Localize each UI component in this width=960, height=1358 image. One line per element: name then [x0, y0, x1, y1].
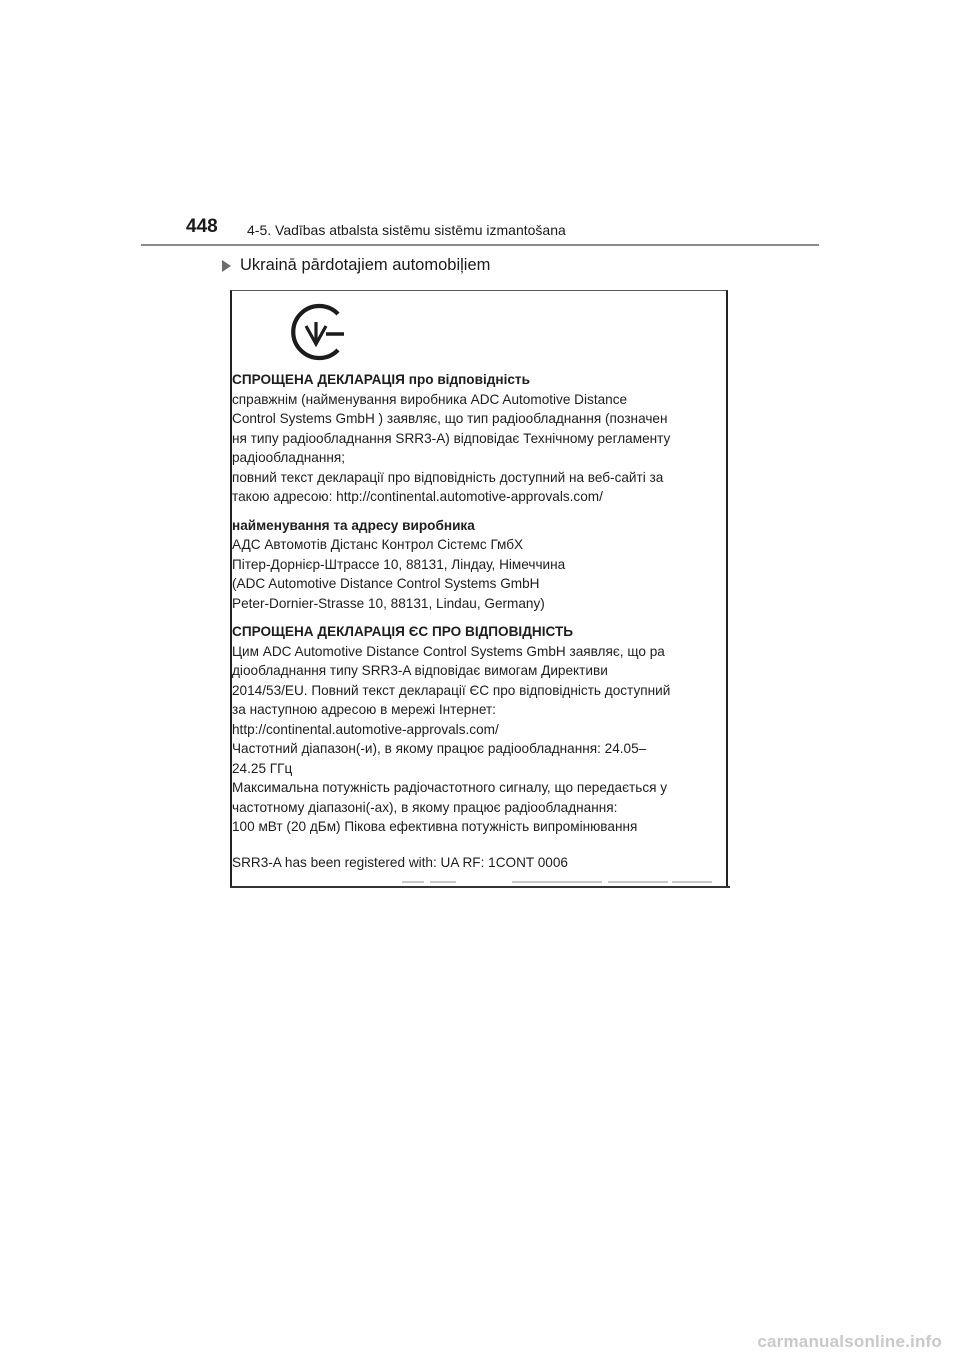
text-line: (ADC Automotive Distance Control Systems GmbH: [232, 576, 540, 591]
text-line: 24.25 ГГц: [232, 760, 293, 776]
text-line: Пітер-Дорнієр-Штрассе 10, 88131, Ліндау, Німеччина: [232, 556, 566, 572]
text-line: 2014/53/EU. Повний текст декларації ЄС про відповідність доступний: [232, 682, 671, 698]
text-line: діообладнання типу SRR3-A відповідає вимогам Директиви: [232, 663, 608, 678]
text-line: Частотний діапазон(-и), в якому працює радіообладнання: 24.05–: [232, 741, 647, 756]
text-line: 100 мВт (20 дБм) Пікова ефективна потужність випромінювання: [232, 819, 638, 834]
text-line: ня типу радіообладнання SRR3-A) відповідає Технічному регламенту: [232, 430, 671, 446]
text-line: радіообладнання;: [232, 450, 346, 465]
text-line: Максимальна потужність радіочастотного сигналу, що передається у: [232, 780, 668, 795]
text-line: повний текст декларації про відповідність доступний на веб-сайті за: [232, 469, 664, 485]
declaration-label-bottom-edge: [230, 886, 730, 888]
text-line: за наступною адресою в мережі Інтернет:: [232, 702, 496, 717]
section1-title: СПРОЩЕНА ДЕКЛАРАЦІЯ про відповідність: [232, 372, 530, 387]
declaration-text: [232, 370, 726, 872]
text-line: http://continental.automotive-approvals.com/: [232, 721, 499, 737]
section-title: 4-5. Vadības atbalsta sistēmu sistēmu izmantošana: [247, 222, 566, 238]
section2-title: найменування та адресу виробника: [232, 517, 475, 533]
triangle-right-icon: [222, 260, 231, 272]
page-number: 448: [186, 216, 218, 237]
scan-artifacts: [0, 880, 960, 884]
text-line: справжнім (найменування виробника ADC Automotive Distance: [232, 391, 628, 407]
registration-line: SRR3-A has been registered with: UA RF: 1CONT 0006: [232, 854, 568, 870]
watermark: carmanualsonline.info: [757, 1332, 942, 1351]
text-line: АДС Автомотів Дістанс Контрол Сістемс ГмбХ: [232, 537, 524, 552]
subheading: [222, 256, 490, 275]
section3-title: СПРОЩЕНА ДЕКЛАРАЦІЯ ЄС ПРО ВІДПОВІДНІСТЬ: [232, 624, 574, 639]
text-line: Цим ADC Automotive Distance Control Systems GmbH заявляє, що ра: [232, 643, 665, 659]
text-line: Peter-Dornier-Strasse 10, 88131, Lindau, Germany): [232, 595, 545, 611]
subheading-text: Ukrainā pārdotajiem automobiļiem: [240, 256, 491, 274]
header-rule: [141, 244, 819, 246]
text-line: Control Systems GmbH ) заявляє, що тип радіообладнання (позначен: [232, 411, 668, 426]
text-line: такою адресою: http://continental.automotive-approvals.com/: [232, 489, 603, 504]
text-line: частотному діапазоні(-ах), в якому працює радіообладнання:: [232, 799, 618, 815]
ukrainian-conformity-mark-icon: [284, 300, 348, 364]
